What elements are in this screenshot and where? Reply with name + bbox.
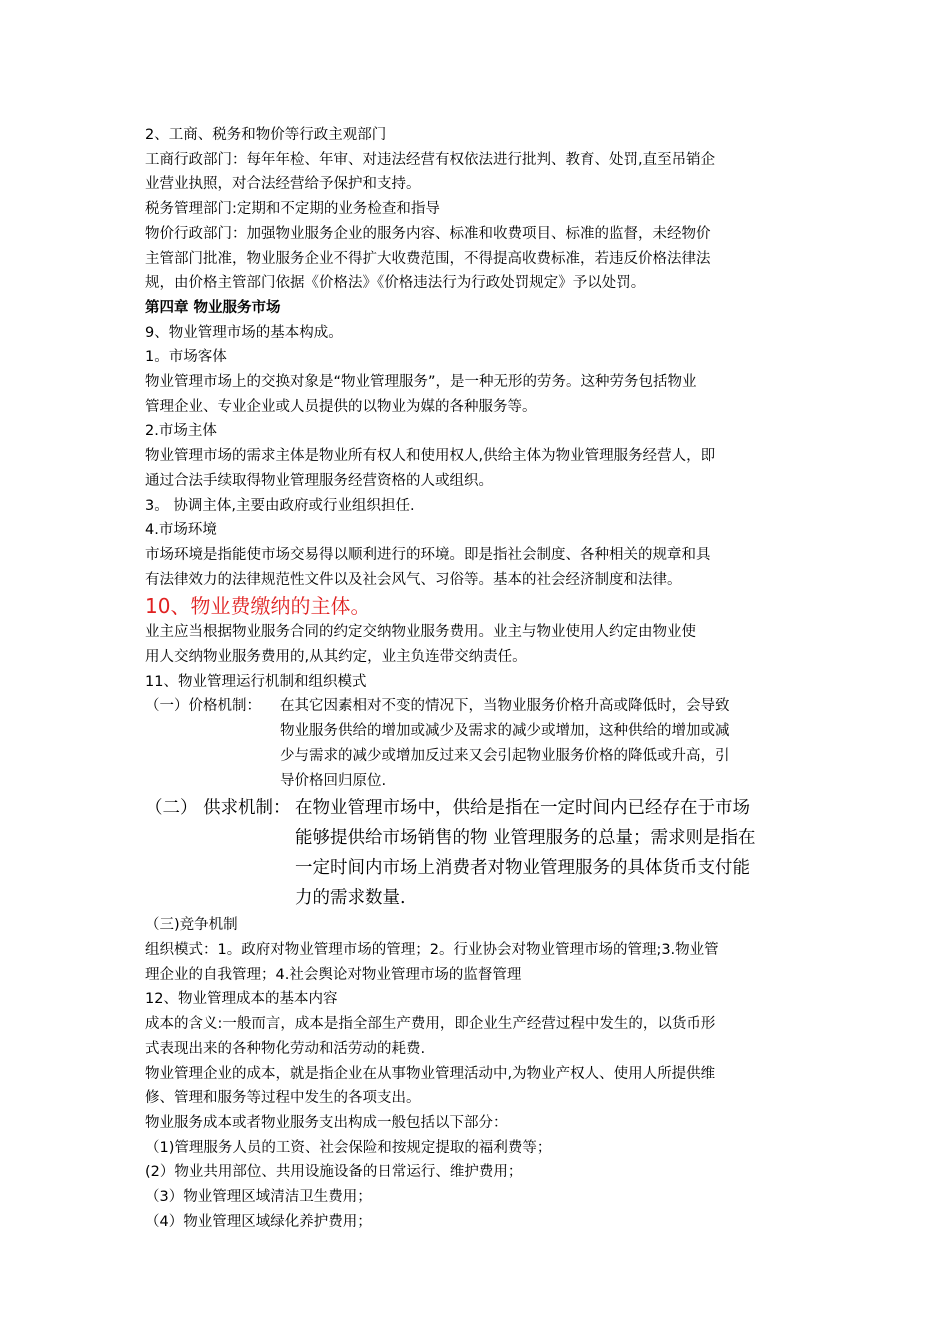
price-mechanism-label: （一）价格机制：: [145, 698, 261, 715]
text-line: 成本的含义:一般而言，成本是指全部生产费用，即企业生产经营过程中发生的，以货币形: [145, 1016, 716, 1033]
text-line: 在物业管理市场中，供给是指在一定时间内已经存在于市场: [295, 798, 750, 819]
text-line: 物业服务成本或者物业服务支出构成一般包括以下部分：: [145, 1114, 508, 1131]
text-line: 税务管理部门:定期和不定期的业务检查和指导: [145, 201, 440, 218]
text-line: 一定时间内市场上消费者对物业管理服务的具体货币支付能: [295, 858, 750, 879]
section-market-composition: [145, 321, 815, 593]
text-line: 9、物业管理市场的基本构成。: [145, 324, 343, 341]
supply-demand-text: [295, 793, 756, 913]
text-line: 组织模式：1。政府对物业管理市场的管理；2。行业协会对物业管理市场的管理;3.物业管: [145, 941, 719, 958]
text-line: 规，由价格主管部门依据《价格法》《价格违法行为行政处罚规定》予以处罚。: [145, 275, 646, 292]
text-line: 用人交纳物业服务费用的,从其约定，业主负连带交纳责任。: [145, 649, 527, 666]
price-mechanism: [145, 694, 815, 793]
section-cost-content: [145, 913, 815, 1234]
text-line: (2）物业共用部位、共用设施设备的日常运行、维护费用；: [145, 1164, 523, 1181]
text-line: 3。 协调主体,主要由政府或行业组织担任.: [145, 497, 415, 514]
chapter-heading: 第四章 物业服务市场: [145, 299, 281, 316]
text-line: 物业管理企业的成本，就是指企业在从事物业管理活动中,为物业产权人、使用人所提供维: [145, 1065, 716, 1082]
section-fee-payment-text: [145, 620, 815, 694]
text-line: 主管部门批准，物业服务企业不得扩大收费范围，不得提高收费标准，若违反价格法律法: [145, 250, 711, 267]
supply-demand-label: （二） 供求机制：: [145, 798, 291, 819]
section-admin-departments: [145, 123, 815, 296]
text-line: （3）物业管理区域清洁卫生费用；: [145, 1189, 372, 1206]
text-line: （4）物业管理区域绿化养护费用；: [145, 1213, 372, 1230]
text-line: 物业管理市场上的交换对象是“物业管理服务”，是一种无形的劳务。这种劳务包括物业: [145, 374, 697, 391]
text-line: 少与需求的减少或增加反过来又会引起物业服务价格的降低或升高，引: [280, 747, 730, 764]
text-line: （1)管理服务人员的工资、社会保险和按规定提取的福利费等；: [145, 1139, 552, 1156]
text-line: 式表现出来的各种物化劳动和活劳动的耗费.: [145, 1040, 426, 1057]
section-heading-fee-payment: 10、物业费缴纳的主体。: [145, 594, 371, 619]
text-line: 物业服务供给的增加或减少及需求的减少或增加，这种供给的增加或减: [280, 723, 730, 740]
supply-demand-mechanism: [145, 793, 815, 913]
text-line: 修、管理和服务等过程中发生的各项支出。: [145, 1090, 421, 1107]
text-line: 业营业执照，对合法经营给予保护和支持。: [145, 176, 421, 193]
text-line: 12、物业管理成本的基本内容: [145, 991, 338, 1008]
text-line: 业主应当根据物业服务合同的约定交纳物业服务费用。业主与物业使用人约定由物业使: [145, 624, 696, 641]
text-line: 物价行政部门：加强物业服务企业的服务内容、标准和收费项目、标准的监督，未经物价: [145, 225, 711, 242]
text-line: 导价格回归原位.: [280, 772, 387, 789]
text-line: 工商行政部门：每年年检、年审、对违法经营有权依法进行批判、教育、处罚,直至吊销企: [145, 151, 716, 168]
text-line: 理企业的自我管理；4.社会舆论对物业管理市场的监督管理: [145, 966, 522, 983]
text-line: 11、物业管理运行机制和组织模式: [145, 673, 367, 690]
text-line: 2、工商、税务和物价等行政主观部门: [145, 127, 387, 143]
text-line: 物业管理市场的需求主体是物业所有权人和使用权人,供给主体为物业管理服务经营人，即: [145, 448, 716, 465]
text-line: 在其它因素相对不变的情况下，当物业服务价格升高或降低时，会导致: [280, 698, 730, 715]
text-line: 能够提供给市场销售的物 业管理服务的总量；需求则是指在: [295, 828, 756, 849]
text-line: 管理企业、专业企业或人员提供的以物业为媒的各种服务等。: [145, 398, 537, 415]
price-mechanism-text: [280, 694, 730, 793]
text-line: 力的需求数量.: [295, 888, 406, 909]
document-body: [145, 123, 815, 1234]
text-line: 4.市场环境: [145, 522, 217, 539]
text-line: 2.市场主体: [145, 423, 217, 440]
text-line: 有法律效力的法律规范性文件以及社会风气、习俗等。基本的社会经济制度和法律。: [145, 571, 682, 588]
text-line: （三)竞争机制: [145, 917, 238, 934]
text-line: 1。市场客体: [145, 349, 227, 366]
text-line: 通过合法手续取得物业管理服务经营资格的人或组织。: [145, 472, 493, 489]
text-line: 市场环境是指能使市场交易得以顺利进行的环境。即是指社会制度、各种相关的规章和具: [145, 546, 711, 563]
